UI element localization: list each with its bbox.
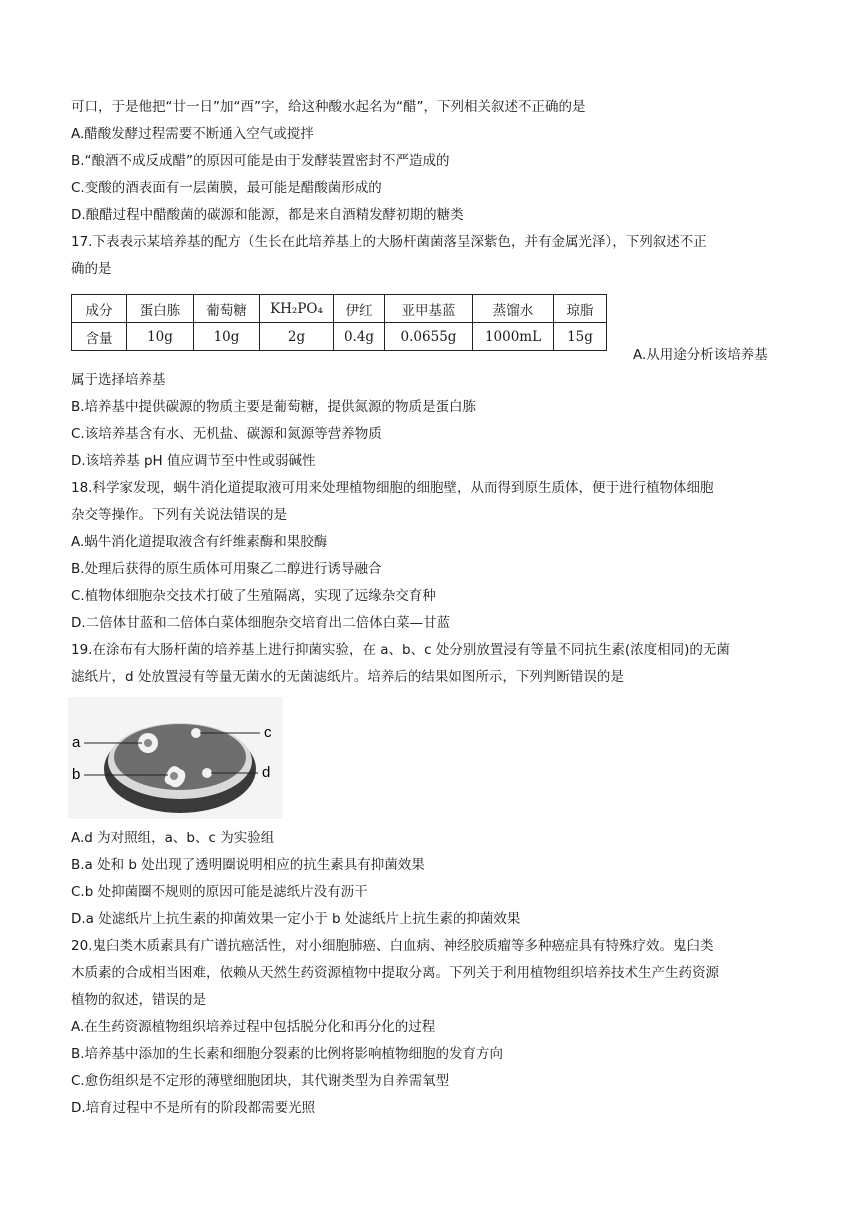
option-c: C.植物体细胞杂交技术打破了生殖隔离，实现了远缘杂交育种 bbox=[71, 588, 436, 604]
option-c: C.b 处抑菌圈不规则的原因可能是滤纸片没有沥干 bbox=[71, 884, 368, 900]
table-row bbox=[72, 323, 607, 351]
option-d: D.该培养基 pH 值应调节至中性或弱碱性 bbox=[71, 453, 316, 469]
table-cell: 10g bbox=[194, 323, 260, 351]
option-c: C.愈伤组织是不定形的薄壁细胞团块，其代谢类型为自养需氧型 bbox=[71, 1073, 450, 1089]
filter-disc-c bbox=[191, 728, 201, 738]
option-b: B.处理后获得的原生质体可用聚乙二醇进行诱导融合 bbox=[71, 561, 382, 577]
row-header-component: 成分 bbox=[72, 295, 127, 323]
table-cell: KH₂PO₄ bbox=[260, 295, 334, 323]
table-cell: 伊红 bbox=[334, 295, 385, 323]
filter-disc-b bbox=[170, 772, 178, 780]
table-cell: 蛋白胨 bbox=[127, 295, 194, 323]
table-cell: 亚甲基蓝 bbox=[385, 295, 473, 323]
question-20: 20.鬼臼类木质素具有广谱抗癌活性，对小细胞肺癌、白血病、神经胶质瘤等多种癌症具有特殊疗效。鬼臼类 bbox=[71, 938, 714, 954]
option-b: B.a 处和 b 处出现了透明圈说明相应的抗生素具有抑菌效果 bbox=[71, 857, 425, 873]
table-cell: 葡萄糖 bbox=[194, 295, 260, 323]
text-line: 杂交等操作。下列有关说法错误的是 bbox=[71, 507, 287, 523]
option-b: B.培养基中提供碳源的物质主要是葡萄糖，提供氮源的物质是蛋白胨 bbox=[71, 399, 477, 415]
row-header-amount: 含量 bbox=[72, 323, 127, 351]
option-d: D.二倍体甘蓝和二倍体白菜体细胞杂交培育出二倍体白菜—甘蓝 bbox=[71, 615, 451, 631]
option-a: A.醋酸发酵过程需要不断通入空气或搅拌 bbox=[71, 126, 314, 142]
text-line: 可口，于是他把“廿一日”加“酉”字，给这种酸水起名为“醋”，下列相关叙述不正确的是 bbox=[71, 99, 586, 115]
option-b: B.“酿酒不成反成醋”的原因可能是由于发酵装置密封不严造成的 bbox=[71, 153, 450, 169]
table-cell: 2g bbox=[260, 323, 334, 351]
option-d: D.a 处滤纸片上抗生素的抑菌效果一定小于 b 处滤纸片上抗生素的抑菌效果 bbox=[71, 911, 521, 927]
text-line: 植物的叙述，错误的是 bbox=[71, 992, 206, 1008]
label-b: b bbox=[72, 766, 81, 783]
table-row bbox=[72, 295, 607, 323]
table-cell: 0.0655g bbox=[385, 323, 473, 351]
table-cell: 15g bbox=[554, 323, 607, 351]
question-17: 17.下表表示某培养基的配方（生长在此培养基上的大肠杆菌菌落呈深紫色，并有金属光泽），下列叙述不正 bbox=[71, 234, 707, 250]
text-line: 属于选择培养基 bbox=[71, 372, 166, 388]
option-b: B.培养基中添加的生长素和细胞分裂素的比例将影响植物细胞的发育方向 bbox=[71, 1046, 504, 1062]
text-line: 滤纸片，d 处放置浸有等量无菌水的无菌滤纸片。培养后的结果如图所示，下列判断错误的是 bbox=[71, 669, 624, 685]
question-18: 18.科学家发现，蜗牛消化道提取液可用来处理植物细胞的细胞壁，从而得到原生质体，便于进行植物体细胞 bbox=[71, 480, 714, 496]
text-line: 木质素的合成相当困难，依赖从天然生药资源植物中提取分离。下列关于利用植物组织培养技术生产生药资源 bbox=[71, 965, 719, 981]
petri-dish-figure bbox=[68, 697, 283, 819]
text-line: 确的是 bbox=[71, 261, 112, 277]
option-c: C.变酸的酒表面有一层菌膜，最可能是醋酸菌形成的 bbox=[71, 180, 382, 196]
medium-table bbox=[71, 294, 607, 351]
option-c: C.该培养基含有水、无机盐、碳源和氮源等营养物质 bbox=[71, 426, 382, 442]
table-cell: 蒸馏水 bbox=[473, 295, 554, 323]
option-a: A.蜗牛消化道提取液含有纤维素酶和果胶酶 bbox=[71, 534, 328, 550]
filter-disc-d bbox=[202, 768, 212, 778]
filter-disc-a bbox=[144, 739, 152, 747]
option-a: A.从用途分析该培养基 bbox=[633, 347, 768, 363]
table-cell: 琼脂 bbox=[554, 295, 607, 323]
option-d: D.酿醋过程中醋酸菌的碳源和能源，都是来自酒精发酵初期的糖类 bbox=[71, 207, 464, 223]
question-19: 19.在涂布有大肠杆菌的培养基上进行抑菌实验，在 a、b、c 处分别放置浸有等量不同抗生素(浓度相同)的无菌 bbox=[71, 642, 730, 658]
option-d: D.培育过程中不是所有的阶段都需要光照 bbox=[71, 1100, 316, 1116]
label-d: d bbox=[262, 764, 271, 781]
option-a: A.d 为对照组，a、b、c 为实验组 bbox=[71, 830, 275, 846]
table-cell: 0.4g bbox=[334, 323, 385, 351]
label-c: c bbox=[264, 724, 272, 741]
table-cell: 10g bbox=[127, 323, 194, 351]
option-a: A.在生药资源植物组织培养过程中包括脱分化和再分化的过程 bbox=[71, 1019, 436, 1035]
label-a: a bbox=[72, 734, 81, 751]
table-cell: 1000mL bbox=[473, 323, 554, 351]
